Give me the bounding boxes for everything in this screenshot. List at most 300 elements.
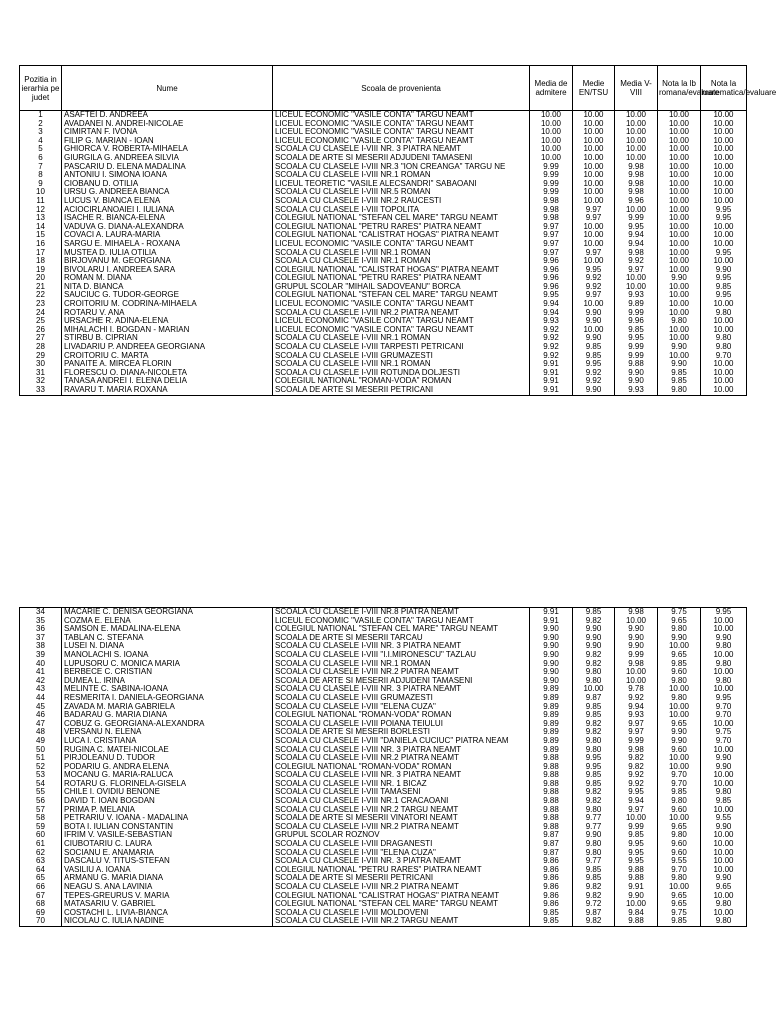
cell-admission-average: 9.91 xyxy=(530,617,573,626)
cell-school-name: SCOALA CU CLASELE I-VIII "DANIELA CUCIUC" PIATRA NEAM xyxy=(273,737,530,746)
cell-position: 34 xyxy=(20,608,62,617)
cell-math-grade: 10.00 xyxy=(701,369,747,378)
cell-romanian-grade: 10.00 xyxy=(658,703,701,712)
cell-romanian-grade: 9.65 xyxy=(658,651,701,660)
cell-student-name: VASILIU A. IOANA xyxy=(62,866,273,875)
cell-admission-average: 10.00 xyxy=(530,137,573,146)
cell-romanian-grade: 9.75 xyxy=(658,909,701,918)
cell-position: 1 xyxy=(20,111,62,120)
cell-position: 57 xyxy=(20,806,62,815)
cell-school-name: LICEUL ECONOMIC "VASILE CONTA" TARGU NEAMT xyxy=(273,617,530,626)
cell-position: 15 xyxy=(20,231,62,240)
cell-admission-average: 9.86 xyxy=(530,900,573,909)
cell-student-name: PASCARIU D. ELENA MADALINA xyxy=(62,163,273,172)
cell-admission-average: 9.99 xyxy=(530,171,573,180)
cell-v-viii-average: 9.82 xyxy=(615,754,658,763)
cell-math-grade: 10.00 xyxy=(701,746,747,755)
cell-en-tsu-average: 9.90 xyxy=(573,831,615,840)
cell-student-name: MATASARIU V. GABRIEL xyxy=(62,900,273,909)
cell-admission-average: 9.88 xyxy=(530,814,573,823)
cell-en-tsu-average: 9.97 xyxy=(573,214,615,223)
ranking-table-page-1 xyxy=(19,65,776,396)
cell-math-grade: 9.85 xyxy=(701,797,747,806)
cell-admission-average: 9.90 xyxy=(530,660,573,669)
cell-romanian-grade: 10.00 xyxy=(658,180,701,189)
cell-romanian-grade: 9.85 xyxy=(658,369,701,378)
cell-school-name: SCOALA CU CLASELE I-VIII "I.I.MIRONESCU" TAZLAU xyxy=(273,651,530,660)
cell-romanian-grade: 10.00 xyxy=(658,266,701,275)
cell-math-grade: 10.00 xyxy=(701,223,747,232)
cell-romanian-grade: 9.65 xyxy=(658,617,701,626)
cell-math-grade: 9.80 xyxy=(701,309,747,318)
cell-school-name: SCOALA CU CLASELE I-VIII NR.3 "ION CREANGA" TARGU NE xyxy=(273,163,530,172)
cell-admission-average: 10.00 xyxy=(530,145,573,154)
cell-v-viii-average: 9.90 xyxy=(615,625,658,634)
header-name: Nume xyxy=(62,66,273,111)
cell-v-viii-average: 9.90 xyxy=(615,377,658,386)
cell-en-tsu-average: 9.82 xyxy=(573,660,615,669)
cell-position: 6 xyxy=(20,154,62,163)
cell-school-name: COLEGIUL NATIONAL "ROMAN-VODA" ROMAN xyxy=(273,377,530,386)
cell-school-name: LICEUL ECONOMIC "VASILE CONTA" TARGU NEAMT xyxy=(273,111,530,120)
cell-student-name: LIVADARIU P. ANDREEA GEORGIANA xyxy=(62,343,273,352)
cell-v-viii-average: 9.93 xyxy=(615,291,658,300)
cell-school-name: COLEGIUL NATIONAL "STEFAN CEL MARE" TARGU NEAMT xyxy=(273,214,530,223)
cell-math-grade: 10.00 xyxy=(701,145,747,154)
cell-school-name: SCOALA CU CLASELE I-VIII NR.2 TARGU NEAMT xyxy=(273,806,530,815)
cell-admission-average: 9.94 xyxy=(530,300,573,309)
cell-school-name: SCOALA CU CLASELE I-VIII POIANA TEIULUI xyxy=(273,720,530,729)
cell-v-viii-average: 10.00 xyxy=(615,677,658,686)
cell-student-name: ZAVADA M. MARIA GABRIELA xyxy=(62,703,273,712)
cell-admission-average: 9.99 xyxy=(530,180,573,189)
cell-math-grade: 10.00 xyxy=(701,668,747,677)
cell-school-name: SCOALA CU CLASELE I-VIII NR.2 RAUCESTI xyxy=(273,197,530,206)
cell-position: 24 xyxy=(20,309,62,318)
cell-position: 32 xyxy=(20,377,62,386)
cell-position: 39 xyxy=(20,651,62,660)
cell-en-tsu-average: 9.92 xyxy=(573,369,615,378)
cell-school-name: SCOALA DE ARTE SI MESERII VINATORI NEAMT xyxy=(273,814,530,823)
cell-v-viii-average: 9.98 xyxy=(615,608,658,617)
cell-position: 49 xyxy=(20,737,62,746)
cell-v-viii-average: 10.00 xyxy=(615,128,658,137)
cell-school-name: SCOALA CU CLASELE I-VIII TOPOLITA xyxy=(273,206,530,215)
cell-en-tsu-average: 9.82 xyxy=(573,797,615,806)
cell-math-grade: 10.00 xyxy=(701,120,747,129)
cell-math-grade: 10.00 xyxy=(701,849,747,858)
cell-math-grade: 10.00 xyxy=(701,240,747,249)
cell-en-tsu-average: 9.85 xyxy=(573,711,615,720)
cell-admission-average: 9.88 xyxy=(530,806,573,815)
cell-position: 69 xyxy=(20,909,62,918)
cell-math-grade: 10.00 xyxy=(701,300,747,309)
cell-math-grade: 9.90 xyxy=(701,823,747,832)
cell-admission-average: 9.99 xyxy=(530,188,573,197)
cell-en-tsu-average: 10.00 xyxy=(573,231,615,240)
cell-v-viii-average: 9.99 xyxy=(615,352,658,361)
cell-position: 46 xyxy=(20,711,62,720)
cell-student-name: CHILE I. OVIDIU BENONE xyxy=(62,788,273,797)
cell-admission-average: 9.91 xyxy=(530,386,573,395)
cell-romanian-grade: 9.60 xyxy=(658,806,701,815)
cell-student-name: SOCIANU E. ANAMARIA xyxy=(62,849,273,858)
cell-student-name: BERBECE C. CRISTIAN xyxy=(62,668,273,677)
cell-v-viii-average: 9.92 xyxy=(615,771,658,780)
cell-en-tsu-average: 10.00 xyxy=(573,240,615,249)
cell-en-tsu-average: 9.82 xyxy=(573,720,615,729)
cell-position: 13 xyxy=(20,214,62,223)
cell-v-viii-average: 9.98 xyxy=(615,171,658,180)
cell-v-viii-average: 9.98 xyxy=(615,746,658,755)
cell-romanian-grade: 9.70 xyxy=(658,780,701,789)
cell-admission-average: 9.87 xyxy=(530,849,573,858)
cell-student-name: LUCA I. CRISTIANA xyxy=(62,737,273,746)
cell-position: 66 xyxy=(20,883,62,892)
cell-math-grade: 9.80 xyxy=(701,917,747,926)
cell-position: 2 xyxy=(20,120,62,129)
cell-admission-average: 9.88 xyxy=(530,780,573,789)
cell-position: 26 xyxy=(20,326,62,335)
cell-v-viii-average: 9.89 xyxy=(615,300,658,309)
cell-math-grade: 10.00 xyxy=(701,892,747,901)
cell-admission-average: 9.95 xyxy=(530,291,573,300)
cell-school-name: SCOALA CU CLASELE I-VIII NR.1 ROMAN xyxy=(273,360,530,369)
cell-en-tsu-average: 9.87 xyxy=(573,694,615,703)
cell-school-name: SCOALA CU CLASELE I-VIII TARPESTI PETRICANI xyxy=(273,343,530,352)
cell-admission-average: 9.91 xyxy=(530,377,573,386)
cell-romanian-grade: 10.00 xyxy=(658,711,701,720)
cell-romanian-grade: 10.00 xyxy=(658,120,701,129)
cell-admission-average: 9.97 xyxy=(530,249,573,258)
cell-position: 61 xyxy=(20,840,62,849)
cell-student-name: MELINTE C. SABINA-IOANA xyxy=(62,685,273,694)
cell-position: 53 xyxy=(20,771,62,780)
cell-school-name: SCOALA DE ARTE SI MESERII BORLESTI xyxy=(273,728,530,737)
cell-math-grade: 10.00 xyxy=(701,771,747,780)
cell-math-grade: 10.00 xyxy=(701,840,747,849)
cell-student-name: ARMANU G. MARIA DIANA xyxy=(62,874,273,883)
table-row xyxy=(20,386,747,395)
cell-v-viii-average: 9.99 xyxy=(615,823,658,832)
cell-student-name: COVACI A. LAURA-MARIA xyxy=(62,231,273,240)
cell-admission-average: 9.86 xyxy=(530,883,573,892)
cell-student-name: LUPUSORU C. MONICA MARIA xyxy=(62,660,273,669)
cell-school-name: SCOALA CU CLASELE I-VIII NR.8 PIATRA NEAMT xyxy=(273,608,530,617)
cell-v-viii-average: 9.98 xyxy=(615,660,658,669)
cell-school-name: LICEUL ECONOMIC "VASILE CONTA" TARGU NEAMT xyxy=(273,137,530,146)
cell-math-grade: 10.00 xyxy=(701,377,747,386)
cell-v-viii-average: 9.78 xyxy=(615,685,658,694)
table-row xyxy=(20,917,747,926)
cell-v-viii-average: 9.90 xyxy=(615,642,658,651)
cell-v-viii-average: 9.94 xyxy=(615,231,658,240)
cell-position: 18 xyxy=(20,257,62,266)
cell-math-grade: 10.00 xyxy=(701,866,747,875)
cell-en-tsu-average: 10.00 xyxy=(573,163,615,172)
cell-en-tsu-average: 9.85 xyxy=(573,703,615,712)
cell-position: 12 xyxy=(20,206,62,215)
cell-math-grade: 10.00 xyxy=(701,386,747,395)
cell-en-tsu-average: 9.82 xyxy=(573,617,615,626)
cell-romanian-grade: 9.60 xyxy=(658,849,701,858)
cell-admission-average: 9.90 xyxy=(530,634,573,643)
cell-student-name: PRIMA P. MELANIA xyxy=(62,806,273,815)
cell-en-tsu-average: 10.00 xyxy=(573,171,615,180)
cell-v-viii-average: 9.94 xyxy=(615,797,658,806)
cell-romanian-grade: 10.00 xyxy=(658,291,701,300)
cell-position: 43 xyxy=(20,685,62,694)
cell-romanian-grade: 9.90 xyxy=(658,737,701,746)
cell-en-tsu-average: 9.97 xyxy=(573,206,615,215)
cell-school-name: SCOALA CU CLASELE I-VIII NR.1 ROMAN xyxy=(273,660,530,669)
cell-v-viii-average: 9.95 xyxy=(615,849,658,858)
cell-en-tsu-average: 10.00 xyxy=(573,180,615,189)
cell-student-name: PANAITE A. MIRCEA FLORIN xyxy=(62,360,273,369)
cell-school-name: SCOALA CU CLASELE I-VIII NR.1 ROMAN xyxy=(273,249,530,258)
cell-student-name: ANTONIU I. SIMONA IOANA xyxy=(62,171,273,180)
cell-school-name: SCOALA DE ARTE SI MESERII PETRICANI xyxy=(273,386,530,395)
cell-school-name: SCOALA CU CLASELE I-VIII NR. 3 PIATRA NEAMT xyxy=(273,685,530,694)
cell-v-viii-average: 9.93 xyxy=(615,386,658,395)
cell-position: 58 xyxy=(20,814,62,823)
cell-v-viii-average: 9.97 xyxy=(615,728,658,737)
cell-school-name: COLEGIUL NATIONAL "PETRU RARES" PIATRA NEAMT xyxy=(273,866,530,875)
cell-en-tsu-average: 9.95 xyxy=(573,360,615,369)
cell-v-viii-average: 9.96 xyxy=(615,317,658,326)
cell-school-name: LICEUL TEORETIC "VASILE ALECSANDRI" SABAOANI xyxy=(273,180,530,189)
cell-student-name: RAVARU T. MARIA ROXANA xyxy=(62,386,273,395)
cell-v-viii-average: 9.88 xyxy=(615,874,658,883)
cell-admission-average: 9.96 xyxy=(530,266,573,275)
cell-v-viii-average: 9.99 xyxy=(615,737,658,746)
cell-position: 29 xyxy=(20,352,62,361)
cell-en-tsu-average: 10.00 xyxy=(573,128,615,137)
cell-student-name: BADARAU G. MARIA DIANA xyxy=(62,711,273,720)
cell-school-name: SCOALA CU CLASELE I-VIII NR. 1 BICAZ xyxy=(273,780,530,789)
cell-admission-average: 9.92 xyxy=(530,334,573,343)
cell-romanian-grade: 10.00 xyxy=(658,206,701,215)
cell-v-viii-average: 9.93 xyxy=(615,711,658,720)
cell-math-grade: 9.70 xyxy=(701,737,747,746)
cell-admission-average: 9.86 xyxy=(530,874,573,883)
cell-romanian-grade: 9.90 xyxy=(658,728,701,737)
cell-student-name: TEPES-GREURUS V. MARIA xyxy=(62,892,273,901)
cell-romanian-grade: 9.60 xyxy=(658,668,701,677)
cell-v-viii-average: 9.90 xyxy=(615,369,658,378)
cell-v-viii-average: 9.95 xyxy=(615,857,658,866)
cell-position: 35 xyxy=(20,617,62,626)
cell-school-name: SCOALA CU CLASELE I-VIII GRUMAZESTI xyxy=(273,694,530,703)
cell-student-name: FILIP G. MARIAN - IOAN xyxy=(62,137,273,146)
cell-math-grade: 10.00 xyxy=(701,720,747,729)
cell-romanian-grade: 9.70 xyxy=(658,866,701,875)
cell-admission-average: 9.88 xyxy=(530,797,573,806)
cell-romanian-grade: 10.00 xyxy=(658,326,701,335)
cell-school-name: SCOALA CU CLASELE I-VIII NR.1 ROMAN xyxy=(273,171,530,180)
cell-school-name: SCOALA CU CLASELE I-VIII NR.1 ROMAN xyxy=(273,334,530,343)
cell-en-tsu-average: 10.00 xyxy=(573,326,615,335)
cell-position: 50 xyxy=(20,746,62,755)
cell-en-tsu-average: 9.82 xyxy=(573,788,615,797)
cell-student-name: MANOLACHI S. IOANA xyxy=(62,651,273,660)
cell-en-tsu-average: 9.97 xyxy=(573,249,615,258)
cell-v-viii-average: 10.00 xyxy=(615,668,658,677)
cell-v-viii-average: 9.97 xyxy=(615,720,658,729)
cell-school-name: SCOALA CU CLASELE I-VIII NR.1 CRACAOANI xyxy=(273,797,530,806)
cell-romanian-grade: 10.00 xyxy=(658,188,701,197)
cell-student-name: DASCALU V. TITUS-STEFAN xyxy=(62,857,273,866)
cell-en-tsu-average: 9.90 xyxy=(573,642,615,651)
cell-student-name: NEAGU S. ANA LAVINIA xyxy=(62,883,273,892)
cell-position: 30 xyxy=(20,360,62,369)
cell-school-name: SCOALA CU CLASELE I-VIII NR.2 PIATRA NEAMT xyxy=(273,668,530,677)
cell-student-name: ISACHE R. BIANCA-ELENA xyxy=(62,214,273,223)
cell-v-viii-average: 9.96 xyxy=(615,197,658,206)
cell-v-viii-average: 9.94 xyxy=(615,240,658,249)
cell-student-name: COSTACHI L. LIVIA-BIANCA xyxy=(62,909,273,918)
cell-position: 63 xyxy=(20,857,62,866)
cell-romanian-grade: 10.00 xyxy=(658,814,701,823)
cell-en-tsu-average: 9.95 xyxy=(573,754,615,763)
cell-en-tsu-average: 9.80 xyxy=(573,737,615,746)
cell-student-name: VADUVA G. DIANA-ALEXANDRA xyxy=(62,223,273,232)
cell-en-tsu-average: 10.00 xyxy=(573,300,615,309)
cell-math-grade: 9.70 xyxy=(701,703,747,712)
cell-admission-average: 9.89 xyxy=(530,728,573,737)
cell-school-name: SCOALA CU CLASELE I-VIII NR. 3 PIATRA NEAMT xyxy=(273,746,530,755)
cell-admission-average: 9.86 xyxy=(530,857,573,866)
cell-admission-average: 9.89 xyxy=(530,737,573,746)
cell-position: 5 xyxy=(20,145,62,154)
cell-position: 20 xyxy=(20,274,62,283)
cell-v-viii-average: 9.88 xyxy=(615,866,658,875)
cell-position: 27 xyxy=(20,334,62,343)
cell-school-name: SCOALA CU CLASELE I-VIII NR.5 ROMAN xyxy=(273,188,530,197)
cell-student-name: PETRARIU V. IOANA - MADALINA xyxy=(62,814,273,823)
cell-student-name: CIOBANU D. OTILIA xyxy=(62,180,273,189)
cell-admission-average: 9.94 xyxy=(530,309,573,318)
cell-school-name: COLEGIUL NATIONAL "ROMAN-VODA" ROMAN xyxy=(273,711,530,720)
cell-v-viii-average: 10.00 xyxy=(615,814,658,823)
cell-romanian-grade: 9.70 xyxy=(658,771,701,780)
cell-math-grade: 9.70 xyxy=(701,352,747,361)
cell-admission-average: 9.87 xyxy=(530,840,573,849)
cell-en-tsu-average: 9.95 xyxy=(573,763,615,772)
cell-romanian-grade: 10.00 xyxy=(658,128,701,137)
cell-v-viii-average: 10.00 xyxy=(615,137,658,146)
cell-student-name: NITA D. BIANCA xyxy=(62,283,273,292)
cell-student-name: LUSEI N. DIANA xyxy=(62,642,273,651)
cell-student-name: PODARIU G. ANDRA ELENA xyxy=(62,763,273,772)
cell-romanian-grade: 10.00 xyxy=(658,137,701,146)
cell-en-tsu-average: 10.00 xyxy=(573,137,615,146)
cell-en-tsu-average: 9.90 xyxy=(573,317,615,326)
cell-school-name: SCOALA CU CLASELE I-VIII NR. 3 PIATRA NEAMT xyxy=(273,771,530,780)
cell-student-name: ASAFTEI D. ANDREEA xyxy=(62,111,273,120)
cell-school-name: SCOALA CU CLASELE I-VIII NR.2 PIATRA NEAMT xyxy=(273,883,530,892)
cell-admission-average: 9.99 xyxy=(530,163,573,172)
cell-student-name: COZMA E. ELENA xyxy=(62,617,273,626)
cell-romanian-grade: 9.90 xyxy=(658,274,701,283)
cell-v-viii-average: 9.97 xyxy=(615,806,658,815)
cell-en-tsu-average: 9.80 xyxy=(573,668,615,677)
cell-position: 8 xyxy=(20,171,62,180)
cell-en-tsu-average: 9.90 xyxy=(573,634,615,643)
cell-school-name: COLEGIUL NATIONAL "CALISTRAT HOGAS" PIATRA NEAMT xyxy=(273,892,530,901)
cell-school-name: SCOALA CU CLASELE I-VIII "ELENA CUZA" xyxy=(273,703,530,712)
cell-school-name: LICEUL ECONOMIC "VASILE CONTA" TARGU NEAMT xyxy=(273,300,530,309)
cell-math-grade: 9.90 xyxy=(701,754,747,763)
cell-v-viii-average: 9.99 xyxy=(615,343,658,352)
cell-en-tsu-average: 9.85 xyxy=(573,771,615,780)
cell-student-name: CIMIRTAN F. IVONA xyxy=(62,128,273,137)
cell-admission-average: 9.89 xyxy=(530,694,573,703)
cell-position: 33 xyxy=(20,386,62,395)
cell-admission-average: 10.00 xyxy=(530,111,573,120)
cell-school-name: LICEUL ECONOMIC "VASILE CONTA" TARGU NEAMT xyxy=(273,128,530,137)
header-en-tsu-average: Medie EN/TSU xyxy=(573,66,615,111)
cell-position: 37 xyxy=(20,634,62,643)
ranking-table-page-2 xyxy=(19,607,747,927)
cell-position: 51 xyxy=(20,754,62,763)
cell-math-grade: 10.00 xyxy=(701,180,747,189)
cell-admission-average: 9.90 xyxy=(530,677,573,686)
cell-v-viii-average: 9.99 xyxy=(615,309,658,318)
cell-position: 16 xyxy=(20,240,62,249)
cell-student-name: RUGINA C. MATEI-NICOLAE xyxy=(62,746,273,755)
cell-school-name: COLEGIUL NATIONAL "STEFAN CEL MARE" TARGU NEAMT xyxy=(273,900,530,909)
cell-romanian-grade: 9.55 xyxy=(658,857,701,866)
cell-v-viii-average: 9.92 xyxy=(615,257,658,266)
cell-v-viii-average: 9.85 xyxy=(615,831,658,840)
cell-en-tsu-average: 9.72 xyxy=(573,900,615,909)
cell-school-name: LICEUL ECONOMIC "VASILE CONTA" TARGU NEAMT xyxy=(273,326,530,335)
cell-math-grade: 10.00 xyxy=(701,231,747,240)
cell-position: 48 xyxy=(20,728,62,737)
cell-romanian-grade: 9.65 xyxy=(658,900,701,909)
cell-student-name: URSACHE R. ADINA-ELENA xyxy=(62,317,273,326)
cell-position: 56 xyxy=(20,797,62,806)
cell-position: 55 xyxy=(20,788,62,797)
cell-v-viii-average: 9.90 xyxy=(615,892,658,901)
cell-student-name: BIVOLARU I. ANDREEA SARA xyxy=(62,266,273,275)
cell-position: 40 xyxy=(20,660,62,669)
cell-romanian-grade: 9.80 xyxy=(658,317,701,326)
cell-student-name: TABLAN C. STEFANA xyxy=(62,634,273,643)
cell-position: 59 xyxy=(20,823,62,832)
cell-en-tsu-average: 10.00 xyxy=(573,197,615,206)
cell-position: 4 xyxy=(20,137,62,146)
cell-position: 25 xyxy=(20,317,62,326)
cell-school-name: SCOALA CU CLASELE I-VIII "ELENA CUZA" xyxy=(273,849,530,858)
cell-romanian-grade: 9.80 xyxy=(658,831,701,840)
cell-en-tsu-average: 9.85 xyxy=(573,608,615,617)
cell-v-viii-average: 10.00 xyxy=(615,120,658,129)
header-position: Pozitia in ierarhia pe judet xyxy=(20,66,62,111)
cell-v-viii-average: 9.88 xyxy=(615,360,658,369)
cell-v-viii-average: 9.92 xyxy=(615,780,658,789)
cell-student-name: ACIOCIRLANOAIEI I. IULIANA xyxy=(62,206,273,215)
cell-math-grade: 9.80 xyxy=(701,677,747,686)
cell-school-name: SCOALA CU CLASELE I-VIII NR. 3 PIATRA NEAMT xyxy=(273,145,530,154)
cell-student-name: LUCUS V. BIANCA ELENA xyxy=(62,197,273,206)
cell-math-grade: 9.95 xyxy=(701,206,747,215)
cell-position: 62 xyxy=(20,849,62,858)
cell-admission-average: 9.88 xyxy=(530,763,573,772)
cell-position: 19 xyxy=(20,266,62,275)
cell-romanian-grade: 10.00 xyxy=(658,334,701,343)
